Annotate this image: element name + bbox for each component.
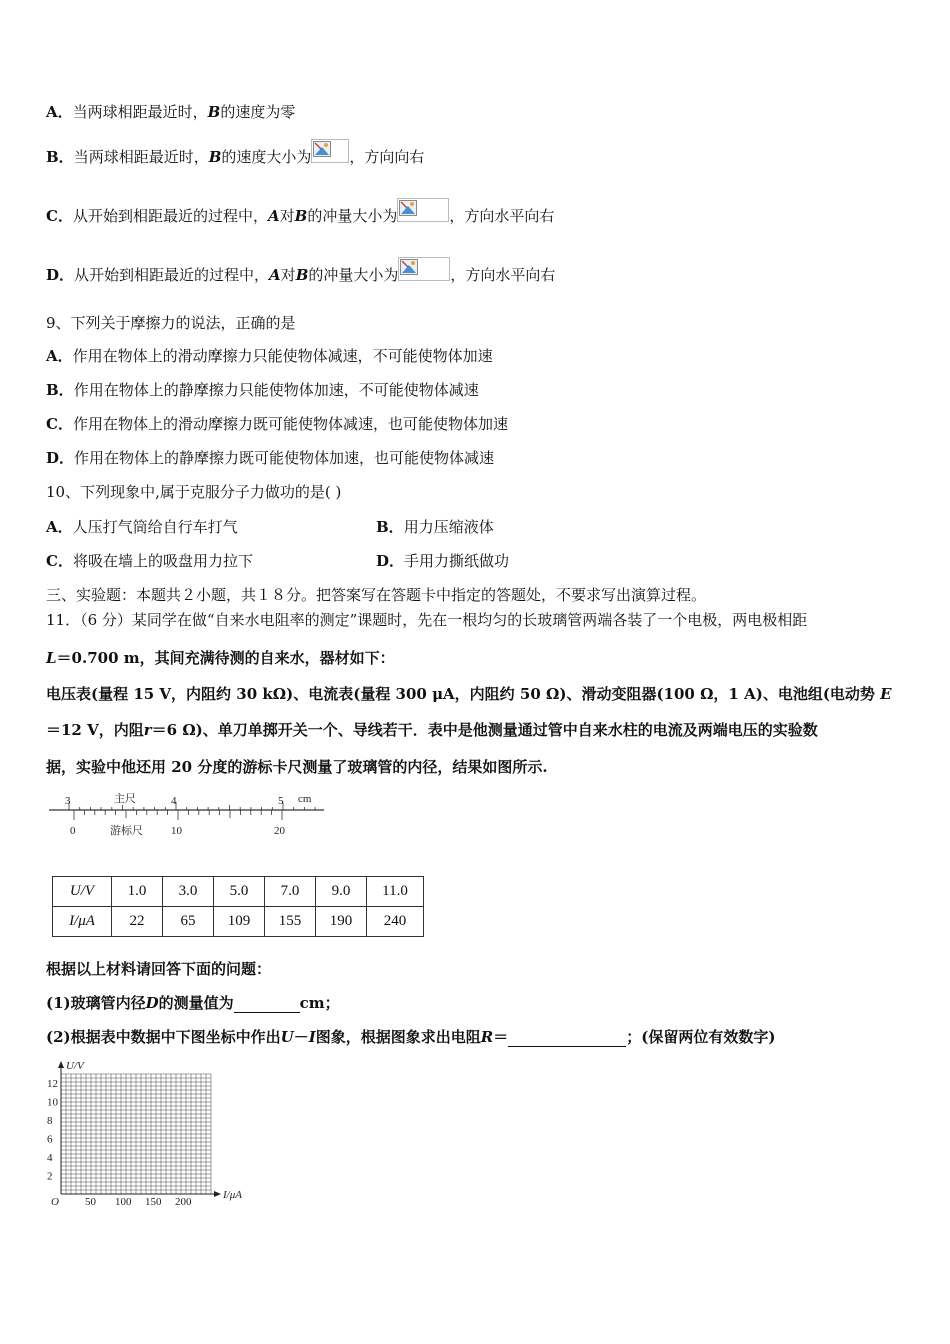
y-axis-arrow xyxy=(58,1061,64,1068)
table-row-i xyxy=(53,907,424,937)
x-tick-label: 200 xyxy=(175,1196,192,1208)
vernier-scale-title: 游标尺 xyxy=(110,825,143,837)
table-cell: 65 xyxy=(163,907,214,937)
x-axis-arrow xyxy=(214,1191,221,1197)
vernier-label-0: 0 xyxy=(70,825,76,837)
missing-image-icon xyxy=(397,198,449,222)
x-tick-label: 100 xyxy=(115,1196,132,1208)
x-tick-label: 150 xyxy=(145,1196,162,1208)
q10-option-b: B．用力压缩液体 xyxy=(376,518,494,536)
unit-label: cm xyxy=(298,793,312,805)
q10-option-d: D．手用力撕纸做功 xyxy=(376,552,510,570)
main-scale-title: 主尺 xyxy=(114,793,136,805)
table-header-i: I/μA xyxy=(53,907,112,937)
q11-line5: 据，实验中他还用 20 分度的游标卡尺测量了玻璃管的内径，结果如图所示. xyxy=(46,758,548,776)
q9-stem: 9、下列关于摩擦力的说法，正确的是 xyxy=(46,314,296,332)
q10-option-a: A．人压打气筒给自行车打气 xyxy=(46,518,238,536)
q11-line1: 11．（6 分）某同学在做“自来水电阻率的测定”课题时，先在一根均匀的长玻璃管两端各装了一个电极，两电极相距 xyxy=(46,611,808,629)
missing-image-icon xyxy=(398,257,450,281)
y-tick-label: 8 xyxy=(47,1115,53,1128)
q9-option-d: D．作用在物体上的静摩擦力既可能使物体加速，也可能使物体减速 xyxy=(46,449,495,467)
table-cell: 7.0 xyxy=(265,877,316,907)
table-header-u: U/V xyxy=(53,877,112,907)
x-tick-label: 50 xyxy=(85,1196,96,1208)
vernier-label-10: 10 xyxy=(171,825,182,837)
vernier-label-20: 20 xyxy=(274,825,285,837)
q10-stem: 10、下列现象中,属于克服分子力做功的是( ) xyxy=(46,483,342,501)
x-axis-label: I/μA xyxy=(223,1189,242,1201)
u-i-graph xyxy=(44,1058,264,1210)
table-cell: 190 xyxy=(316,907,367,937)
q11-line4: ＝12 V，内阻r＝6 Ω)、单刀单掷开关一个、导线若干．表中是他测量通过管中自来水柱的电流及两端电压的实验数 xyxy=(46,721,818,739)
data-table xyxy=(52,876,424,937)
y-tick-label: 10 xyxy=(47,1096,58,1109)
table-cell: 5.0 xyxy=(214,877,265,907)
main-scale-label-4: 4 xyxy=(171,795,177,807)
y-tick-label: 12 xyxy=(47,1078,58,1091)
main-scale-label-5: 5 xyxy=(278,795,284,807)
vernier-caliper-figure xyxy=(44,788,334,844)
table-cell: 155 xyxy=(265,907,316,937)
main-scale-label-3: 3 xyxy=(65,795,71,807)
q8-option-c: C．从开始到相距最近的过程中，A对B的冲量大小为 ，方向水平向右 xyxy=(46,206,554,226)
q9-option-b: B．作用在物体上的静摩擦力只能使物体加速，不可能使物体减速 xyxy=(46,381,479,399)
q10-option-c: C．将吸在墙上的吸盘用力拉下 xyxy=(46,552,253,570)
answer-blank-d[interactable] xyxy=(234,996,300,1013)
q8-option-b: B．当两球相距最近时，B的速度大小为 ，方向向右 xyxy=(46,147,424,167)
q8-option-d: D．从开始到相距最近的过程中，A对B的冲量大小为 ，方向水平向右 xyxy=(46,265,555,285)
missing-image-icon xyxy=(311,139,349,163)
table-cell: 9.0 xyxy=(316,877,367,907)
y-tick-label: 6 xyxy=(47,1133,53,1146)
q11-ask: 根据以上材料请回答下面的问题： xyxy=(46,960,272,978)
origin-label: O xyxy=(51,1196,59,1208)
section-heading: 三、实验题：本题共２小题，共１８分。把答案写在答题卡中指定的答题处，不要求写出演算过程。 xyxy=(46,586,707,604)
q11-line2: L＝0.700 m，其间充满待测的自来水，器材如下： xyxy=(46,649,395,667)
table-row-u xyxy=(53,877,424,907)
y-axis-label: U/V xyxy=(66,1060,84,1072)
q9-option-c: C．作用在物体上的滑动摩擦力既可能使物体减速，也可能使物体加速 xyxy=(46,415,508,433)
q11-part1: (1)玻璃管内径D的测量值为 cm； xyxy=(46,994,340,1012)
table-cell: 240 xyxy=(367,907,424,937)
table-cell: 11.0 xyxy=(367,877,424,907)
table-cell: 22 xyxy=(112,907,163,937)
q11-part2: (2)根据表中数据中下图坐标中作出U－I图象，根据图象求出电阻R＝ ；(保留两位有效数字) xyxy=(46,1028,776,1046)
q11-line3: 电压表(量程 15 V，内阻约 30 kΩ)、电流表(量程 300 μA，内阻约 50 Ω)、滑动变阻器(100 Ω，1 A)、电池组(电动势 E xyxy=(46,685,892,703)
q9-option-a: A．作用在物体上的滑动摩擦力只能使物体减速，不可能使物体加速 xyxy=(46,347,493,365)
table-cell: 109 xyxy=(214,907,265,937)
y-tick-label: 4 xyxy=(47,1152,53,1165)
answer-blank-r[interactable] xyxy=(508,1030,626,1047)
y-tick-label: 2 xyxy=(47,1170,53,1183)
table-cell: 3.0 xyxy=(163,877,214,907)
table-cell: 1.0 xyxy=(112,877,163,907)
q8-option-a: A．当两球相距最近时，B的速度为零 xyxy=(46,103,296,121)
